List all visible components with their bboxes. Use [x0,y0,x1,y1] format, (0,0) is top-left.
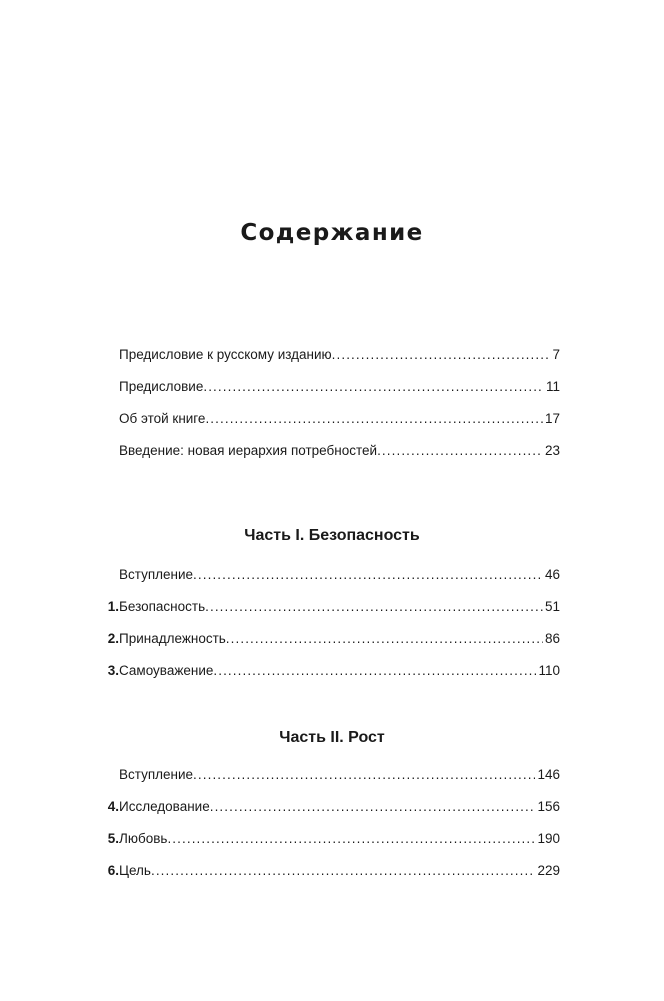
toc-entry-page: 23 [544,443,560,458]
toc-entry-chapter-2[interactable] [98,629,560,648]
toc-dot-leader [151,861,536,880]
toc-dot-leader [377,441,543,460]
toc-entry-page: 146 [537,767,560,782]
toc-entry-label: Введение: новая иерархия потребностей [119,443,378,458]
toc-entry-label: Об этой книге [119,411,206,426]
toc-entry-label: Цель [119,863,151,878]
toc-dot-leader [205,597,543,616]
toc-entry-introduction[interactable] [98,441,560,460]
toc-entry-page: 46 [544,567,560,582]
toc-entry-chapter-4[interactable] [98,797,560,816]
toc-entry-chapter-1[interactable] [98,597,560,616]
part2-heading: Часть II. Рост [279,729,385,746]
toc-dot-leader [210,797,536,816]
toc-entry-label: Вступление [119,767,194,782]
toc-entry-page: 110 [538,663,560,678]
toc-dot-leader [332,345,551,364]
toc-entry-label: Исследование [119,799,210,814]
toc-entry-number: 1. [107,599,119,614]
toc-dot-leader [213,661,536,680]
toc-entry-number: 4. [107,799,119,814]
toc-entry-chapter-5[interactable] [98,829,560,848]
toc-entry-number: 3. [107,663,119,678]
toc-entry-label: Предисловие к русскому изданию [119,347,332,362]
part1-heading: Часть I. Безопасность [244,527,420,544]
toc-entry-preface-russian[interactable] [98,345,560,364]
toc-entry-label: Предисловие [119,379,204,394]
page-title: Содержание [240,220,424,246]
toc-entry-page: 11 [545,379,560,394]
toc-entry-label: Безопасность [119,599,206,614]
toc-entry-number: 6. [107,863,119,878]
toc-entry-about-book[interactable] [98,409,560,428]
toc-dot-leader [205,409,543,428]
toc-entry-page: 86 [544,631,560,646]
toc-entry-page: 7 [552,347,560,362]
toc-entry-page: 229 [537,863,560,878]
toc-dot-leader [203,377,544,396]
part2-list [98,765,560,893]
part1-list [98,565,560,693]
toc-entry-page: 156 [537,799,560,814]
toc-entry-label: Вступление [119,567,194,582]
toc-entry-part2-intro[interactable] [98,765,560,784]
toc-dot-leader [226,629,543,648]
toc-dot-leader [193,565,543,584]
toc-entry-page: 190 [537,831,560,846]
toc-dot-leader [167,829,535,848]
toc-entry-label: Самоуважение [119,663,214,678]
toc-dot-leader [193,765,535,784]
toc-entry-label: Принадлежность [119,631,226,646]
toc-entry-number: 2. [107,631,119,646]
toc-entry-part1-intro[interactable] [98,565,560,584]
toc-entry-page: 17 [544,411,560,426]
toc-entry-preface[interactable] [98,377,560,396]
toc-entry-label: Любовь [119,831,168,846]
toc-entry-page: 51 [544,599,560,614]
toc-entry-chapter-3[interactable] [98,661,560,680]
toc-entry-number: 5. [107,831,119,846]
front-matter-list [98,345,560,473]
toc-entry-chapter-6[interactable] [98,861,560,880]
